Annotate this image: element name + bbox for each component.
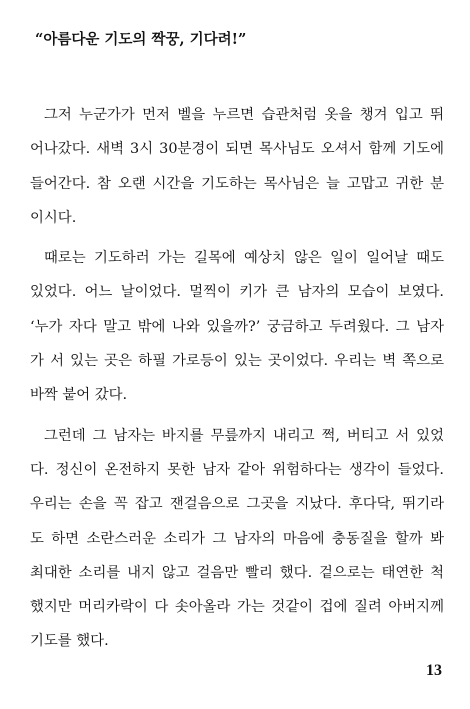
- text-line: 어나갔다. 새벽 3시 30분경이 되면 목사님도 오셔서 함께 기도에: [30, 141, 444, 158]
- paragraph-2: [30, 241, 444, 412]
- paragraph-3: [30, 419, 444, 659]
- page-heading: “아름다운 기도의 짝꿍, 기다려!”: [35, 31, 247, 48]
- text-line: 그저 누군가가 먼저 벨을 누르면 습관처럼 옷을 챙겨 입고 뛰: [44, 107, 444, 123]
- text-line: 기도를 했다.: [30, 633, 109, 650]
- text-line: 있었다. 어느 날이었다. 멀찍이 키가 큰 남자의 모습이 보였다.: [30, 284, 444, 301]
- page-number: 13: [426, 662, 442, 679]
- text-line: 그런데 그 남자는 바지를 무릎까지 내리고 쩍, 버티고 서 있었: [44, 427, 444, 444]
- text-line: 했지만 머리카락이 다 솟아올라 가는 것같이 겁에 질려 아버지께: [30, 599, 444, 616]
- paragraph-1: [30, 98, 444, 235]
- text-line: 바짝 붙어 갔다.: [30, 387, 128, 404]
- text-line: 이시다.: [30, 209, 77, 226]
- text-line: 우리는 손을 꼭 잡고 잰걸음으로 그곳을 지났다. 후다닥, 뛰기라: [30, 496, 444, 513]
- text-line: ‘누가 자다 말고 밖에 나와 있을까?’ 궁금하고 두려웠다. 그 남자: [30, 318, 444, 335]
- text-line: 때로는 기도하러 가는 길목에 예상치 않은 일이 일어날 때도: [44, 250, 444, 267]
- text-line: 가 서 있는 곳은 하필 가로등이 있는 곳이었다. 우리는 벽 쪽으로: [30, 353, 444, 370]
- body-text: [30, 98, 444, 665]
- text-line: 들어간다. 참 오랜 시간을 기도하는 목사님은 늘 고맙고 귀한 분: [30, 175, 444, 192]
- text-line: 다. 정신이 온전하지 못한 남자 같아 위험하다는 생각이 들었다.: [30, 461, 444, 478]
- text-line: 최대한 소리를 내지 않고 걸음만 빨리 했다. 겉으로는 태연한 척: [30, 564, 444, 581]
- text-line: 도 하면 소란스러운 소리가 그 남자의 마음에 충동질을 할까 봐: [30, 530, 444, 547]
